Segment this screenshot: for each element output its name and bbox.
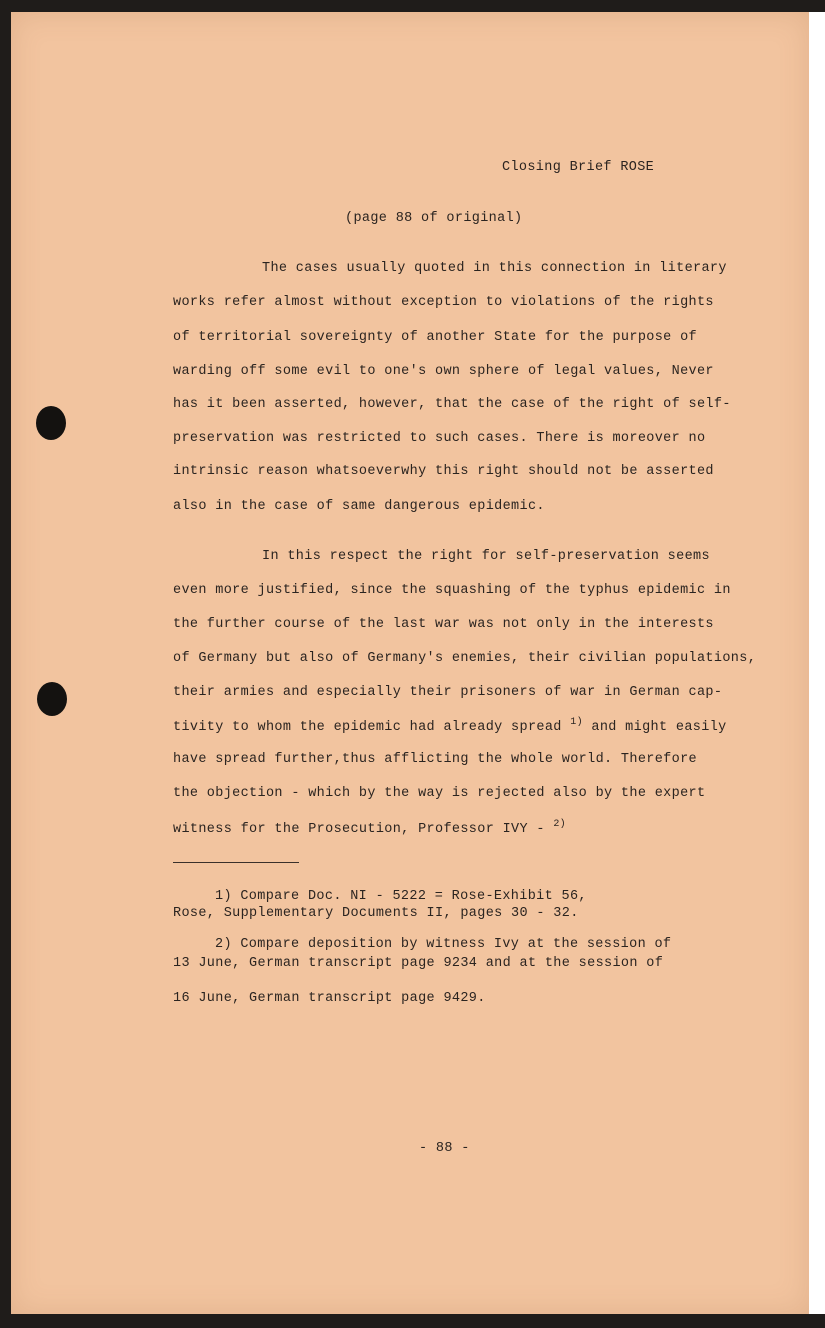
paragraph-2-line: even more justified, since the squashing of the typhus epidemic in bbox=[173, 583, 731, 598]
paragraph-1-line: of territorial sovereignty of another State for the purpose of bbox=[173, 330, 697, 345]
paragraph-2-line: their armies and especially their prisoners of war in German cap- bbox=[173, 685, 723, 700]
paragraph-1-line: warding off some evil to one's own sphere of legal values, Never bbox=[173, 364, 714, 379]
punch-hole bbox=[36, 406, 66, 440]
footnote-line: 13 June, German transcript page 9234 and at the session of bbox=[173, 956, 664, 971]
line-text: and might easily bbox=[591, 720, 727, 735]
line-text: tivity to whom the epidemic had already spread bbox=[173, 720, 562, 735]
punch-hole bbox=[37, 682, 67, 716]
paragraph-1-line: works refer almost without exception to violations of the rights bbox=[173, 295, 714, 310]
footnote-line: 1) Compare Doc. NI - 5222 = Rose-Exhibit 56, bbox=[215, 889, 587, 904]
paragraph-2-line bbox=[173, 819, 566, 837]
footnote-divider bbox=[173, 862, 299, 863]
page-number: - 88 - bbox=[419, 1141, 470, 1156]
paragraph-2-line: the further course of the last war was not only in the interests bbox=[173, 617, 714, 632]
paragraph-2-line: have spread further,thus afflicting the whole world. Therefore bbox=[173, 752, 697, 767]
footnote-ref: 2) bbox=[553, 819, 567, 830]
paragraph-2-line: the objection - which by the way is rejected also by the expert bbox=[173, 786, 706, 801]
paragraph-1-line: also in the case of same dangerous epidemic. bbox=[173, 499, 545, 514]
footnote-line: 2) Compare deposition by witness Ivy at the session of bbox=[215, 937, 672, 952]
paragraph-1-line: has it been asserted, however, that the case of the right of self- bbox=[173, 397, 731, 412]
paragraph-2-line: of Germany but also of Germany's enemies, their civilian populations, bbox=[173, 651, 757, 666]
line-text: witness for the Prosecution, Professor IVY - bbox=[173, 822, 545, 837]
page-reference: (page 88 of original) bbox=[345, 211, 523, 226]
paragraph-1-line: preservation was restricted to such cases. There is moreover no bbox=[173, 431, 706, 446]
paragraph-2-line: In this respect the right for self-preservation seems bbox=[262, 549, 710, 564]
footnote-line: Rose, Supplementary Documents II, pages 30 - 32. bbox=[173, 906, 579, 921]
header-title: Closing Brief ROSE bbox=[502, 160, 655, 175]
paragraph-1-line: The cases usually quoted in this connection in literary bbox=[262, 261, 727, 276]
page-edge bbox=[809, 12, 825, 1314]
paragraph-1-line: intrinsic reason whatsoeverwhy this right should not be asserted bbox=[173, 464, 714, 479]
footnote-line: 16 June, German transcript page 9429. bbox=[173, 991, 486, 1006]
paragraph-2-line bbox=[173, 717, 727, 735]
footnote-ref: 1) bbox=[570, 717, 583, 728]
